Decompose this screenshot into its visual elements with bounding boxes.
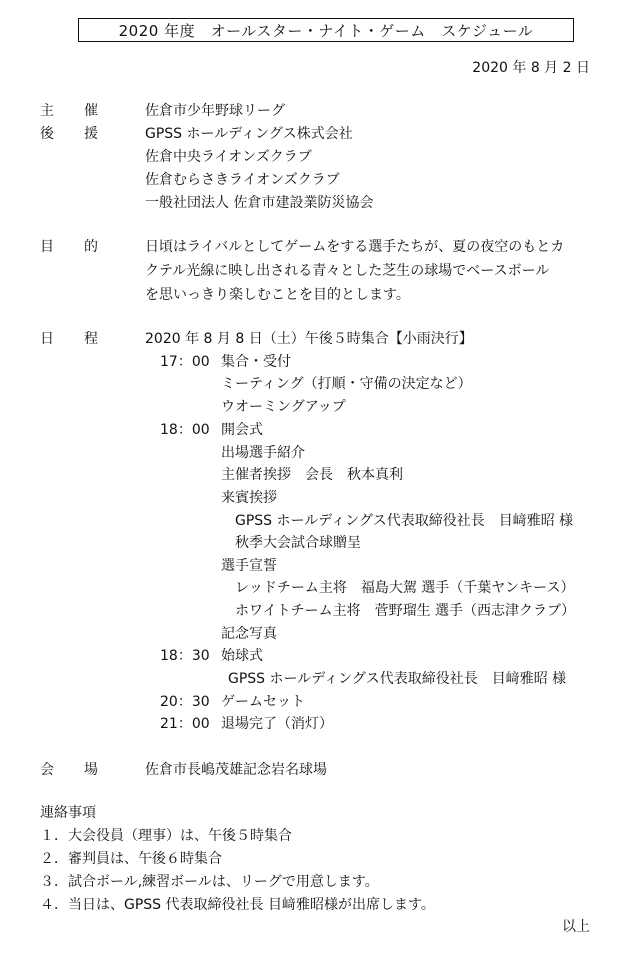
sponsors-label-a: 後 (40, 126, 54, 142)
schedule-time: 21：00 (160, 716, 210, 732)
schedule-time: 20：30 (160, 694, 210, 710)
venue-value: 佐倉市長嶋茂雄記念岩名球場 (145, 762, 327, 778)
schedule-item: ゲームセット (221, 694, 305, 710)
note-text: 当日は、GPSS 代表取締役社長 目﨑雅昭様が出席します。 (68, 897, 435, 913)
document-title: 2020 年度 オールスター・ナイト・ゲーム スケジュール (78, 18, 574, 42)
sponsor-item: 一般社団法人 佐倉市建設業防災協会 (145, 195, 374, 211)
organizer-label-a: 主 (40, 103, 54, 119)
purpose-label-b: 的 (84, 239, 98, 255)
closing-text: 以上 (562, 919, 590, 935)
schedule-subitem: ホワイトチーム主将 菅野瑠生 選手（西志津クラブ） (235, 603, 576, 619)
note-text: 審判員は、午後６時集合 (68, 851, 222, 867)
schedule-label-b: 程 (84, 331, 98, 347)
note-item (40, 826, 292, 846)
schedule-label-a: 日 (40, 331, 54, 347)
organizer-label-b: 催 (84, 103, 98, 119)
notes-heading: 連絡事項 (40, 805, 96, 821)
note-item (40, 872, 379, 892)
organizer-value: 佐倉市少年野球リーグ (145, 103, 285, 119)
purpose-line: クテル光線に映し出される青々とした芝生の球場でベースボール (145, 263, 550, 279)
purpose-line: 日頃はライバルとしてゲームをする選手たちが、夏の夜空のもとカ (145, 239, 565, 255)
schedule-subitem: GPSS ホールディングス代表取締役社長 目﨑雅昭 様 (228, 671, 567, 687)
note-text: 試合ボール,練習ボールは、リーグで用意します。 (68, 874, 379, 890)
document-date: 2020 年 8 月 2 日 (472, 60, 590, 76)
venue-label-a: 会 (40, 762, 54, 778)
schedule-item: 主催者挨拶 会長 秋本真利 (221, 467, 403, 483)
schedule-subitem: 秋季大会試合球贈呈 (235, 535, 361, 551)
schedule-time: 17：00 (160, 354, 210, 370)
note-number: ４． (40, 897, 68, 913)
sponsors-label-b: 援 (84, 126, 98, 142)
schedule-item: 退場完了（消灯） (221, 716, 333, 732)
schedule-item: 開会式 (221, 422, 263, 438)
schedule-item: 記念写真 (221, 626, 277, 642)
note-number: ３． (40, 874, 68, 890)
note-text: 大会役員（理事）は、午後５時集合 (68, 828, 292, 844)
schedule-item: ミーティング（打順・守備の決定など） (221, 376, 472, 392)
sponsor-item: 佐倉中央ライオンズクラブ (145, 149, 312, 165)
purpose-label-a: 目 (40, 239, 54, 255)
schedule-time: 18：30 (160, 648, 210, 664)
note-number: ２． (40, 851, 68, 867)
schedule-item: 集合・受付 (221, 354, 291, 370)
sponsor-item: 佐倉むらさきライオンズクラブ (145, 172, 340, 188)
schedule-item: 選手宣誓 (221, 558, 277, 574)
purpose-line: を思いっきり楽しむことを目的とします。 (145, 287, 410, 303)
note-item (40, 849, 222, 869)
note-number: １． (40, 828, 68, 844)
schedule-date-line: 2020 年 8 月 8 日（土）午後５時集合【小雨決行】 (145, 331, 473, 347)
schedule-time: 18：00 (160, 422, 210, 438)
note-item (40, 895, 435, 915)
schedule-item: 出場選手紹介 (221, 445, 305, 461)
schedule-subitem: GPSS ホールディングス代表取締役社長 目﨑雅昭 様 (235, 513, 574, 529)
schedule-item: ウオーミングアップ (221, 399, 346, 415)
schedule-item: 来賓挨拶 (221, 490, 277, 506)
schedule-subitem: レッドチーム主将 福島大駕 選手（千葉ヤンキース） (235, 580, 575, 596)
sponsor-item: GPSS ホールディングス株式会社 (145, 126, 353, 142)
schedule-item: 始球式 (221, 648, 263, 664)
venue-label-b: 場 (84, 762, 98, 778)
